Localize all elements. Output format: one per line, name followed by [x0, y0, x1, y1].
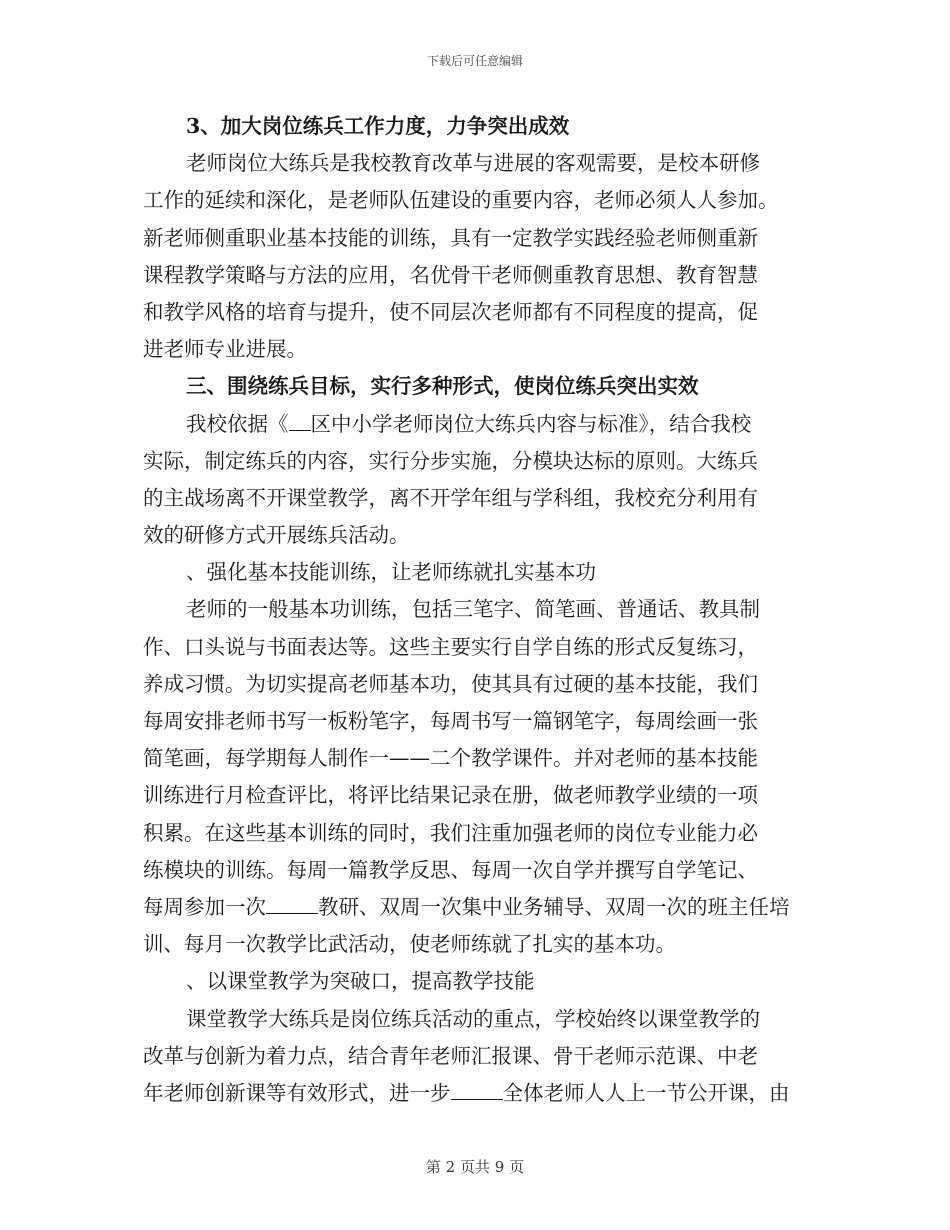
paragraph-line: 老师岗位大练兵是我校教育改革与进展的客观需要，是校本研修 [186, 151, 760, 176]
paragraph-line: 课堂教学大练兵是岗位练兵活动的重点，学校始终以课堂教学的 [186, 1006, 760, 1031]
paragraph-line: 作、口头说与书面表达等。这些主要实行自学自练的形式反复练习， [143, 634, 758, 659]
paragraph-line: 训、每月一次教学比武活动，使老师练就了扎实的基本功。 [143, 932, 676, 957]
paragraph-line: 训练进行月检查评比，将评比结果记录在册，做老师教学业绩的一项 [143, 783, 758, 808]
document-body [143, 108, 809, 1112]
text-fragment: 区中小学老师岗位大练兵内容与标准》，结合我校 [310, 411, 752, 436]
blank-underline [289, 406, 311, 431]
text-fragment: 每周参加一次 [143, 894, 266, 919]
paragraph-line: 课程教学策略与方法的应用，名优骨干老师侧重教育思想、教育智慧 [143, 262, 758, 287]
paragraph-line: 工作的延续和深化，是老师队伍建设的重要内容，老师必须人人参加。 [143, 188, 779, 213]
paragraph-line: 每周安排老师书写一板粉笔字，每周书写一篇钢笔字，每周绘画一张 [143, 709, 758, 733]
blank-underline [266, 889, 318, 914]
blank-underline [451, 1075, 503, 1100]
paragraph-line: 实际，制定练兵的内容，实行分步实施，分模块达标的原则。大练兵 [143, 448, 758, 473]
page-header: 下载后可任意编辑 [426, 54, 523, 68]
paragraph-line: 简笔画，每学期每人制作一——二个教学课件。并对老师的基本技能 [143, 746, 758, 771]
paragraph-line [143, 1075, 809, 1112]
paragraph-line [143, 406, 809, 443]
paragraph-line: 和教学风格的培育与提升，使不同层次老师都有不同程度的提高，促 [143, 299, 758, 324]
page-footer: 第 2 页共 9 页 [425, 1158, 525, 1176]
paragraph-line: 养成习惯。为切实提高老师基本功，使其具有过硬的基本技能，我们 [143, 671, 758, 696]
subsection-heading: 、以课堂教学为突破口，提高教学技能 [186, 969, 535, 994]
paragraph-line: 积累。在这些基本训练的同时，我们注重加强老师的岗位专业能力必 [143, 820, 758, 845]
text-fragment: 教研、双周一次集中业务辅导、双周一次的班主任培 [318, 894, 790, 919]
text-fragment: 全体老师人人上一节公开课，由 [502, 1080, 790, 1105]
paragraph-line: 新老师侧重职业基本技能的训练，具有一定教学实践经验老师侧重新 [143, 225, 758, 250]
text-fragment: 我校依据《 [186, 411, 289, 436]
part-heading: 三、围绕练兵目标，实行多种形式，使岗位练兵突出实效 [186, 374, 699, 399]
paragraph-line: 老师的一般基本功训练，包括三笔字、简笔画、普通话、教具制 [186, 597, 760, 622]
paragraph-line: 效的研修方式开展练兵活动。 [143, 523, 410, 548]
paragraph-line [143, 889, 809, 926]
paragraph-line: 改革与创新为着力点，结合青年老师汇报课、骨干老师示范课、中老 [143, 1043, 758, 1068]
text-fragment: 年老师创新课等有效形式，进一步 [143, 1080, 451, 1105]
section-heading: 3、加大岗位练兵工作力度，力争突出成效 [186, 114, 570, 138]
subsection-heading: 、强化基本技能训练，让老师练就扎实基本功 [186, 560, 596, 585]
paragraph-line: 练模块的训练。每周一篇教学反思、每周一次自学并撰写自学笔记、 [143, 857, 758, 882]
paragraph-line: 进老师专业进展。 [143, 337, 307, 362]
paragraph-line: 的主战场离不开课堂教学，离不开学年组与学科组，我校充分利用有 [143, 485, 758, 510]
